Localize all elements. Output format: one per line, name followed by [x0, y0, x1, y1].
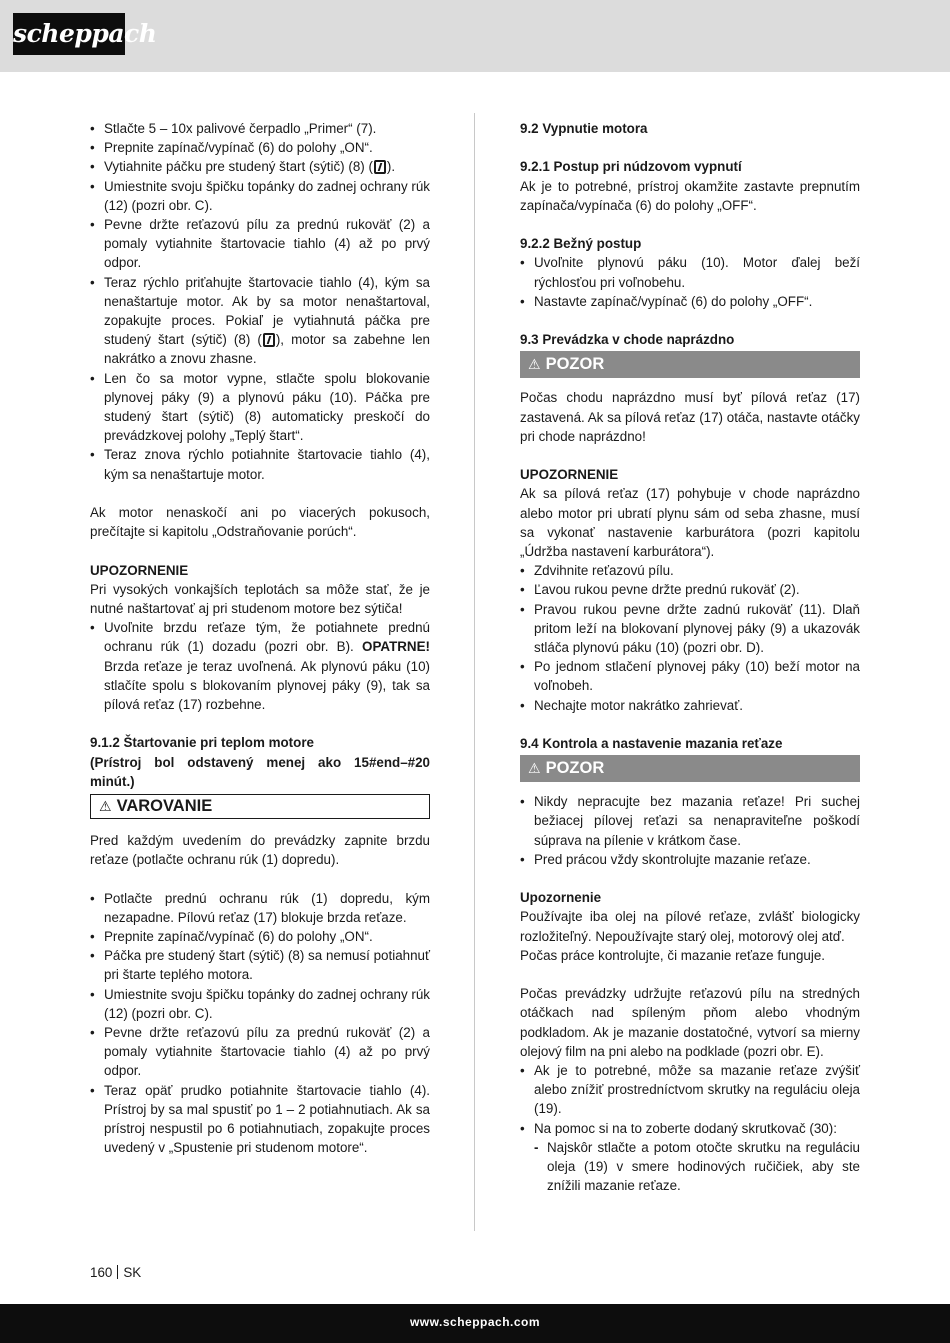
section-heading: 9.4 Kontrola a nastavenie mazania reťaze [520, 736, 783, 752]
warning-text: Pred každým uvedením do prevádzky zapnite brzdu reťaze (potlačte ochranu rúk (1) dopredu). [90, 833, 430, 868]
list-item: • Prepnite zapínač/vypínač (6) do polohy „ON“. [90, 138, 430, 157]
list-item-text: Brzda reťaze je teraz uvoľnená. Ak plynovú páku (10) stlačíte spolu s blokovaním plynovej páky (9), tak sa pílová reťaz (17) rozbehne. [104, 658, 430, 713]
list-item: • Nechajte motor nakrátko zahrievať. [520, 696, 860, 715]
header-bar [0, 0, 950, 72]
list-item-text: Teraz rýchlo priťahujte štartovacie tiahlo (4), kým sa nenaštartuje motor. Ak by sa motor nenaštartoval, zopakujte proces. Pokiaľ je vytiahnutá páčka pre studený štart (sýtič) (8) ( [104, 274, 430, 348]
warning-label: VAROVANIE [116, 797, 213, 816]
list-item-text: Vytiahnite páčku pre studený štart (sýtič) (8) ( [104, 159, 373, 175]
list-item: • Umiestnite svoju špičku topánky do zadnej ochrany rúk (12) (pozri obr. C). [90, 985, 430, 1023]
right-column [520, 119, 860, 1195]
list-item: - Najskôr stlačte a potom otočte skrutku na reguláciu oleja (19) v smere hodinových ručičiek, aby ste znížili mazanie reťaze. [520, 1138, 860, 1196]
website-link[interactable]: www.scheppach.com [409, 1315, 541, 1329]
footer-bar [0, 1304, 950, 1343]
section-heading: 9.2 Vypnutie motora [520, 121, 648, 136]
caution-text: Počas chodu naprázdno musí byť pílová reťaz (17) zastavená. Ak sa pílová reťaz (17) otáča, nastavte otáčky pri chode naprázdno! [520, 390, 860, 444]
caution-emphasis: OPATRNE! [362, 639, 430, 655]
list-item: • Ak je to potrebné, môže sa mazanie reťaze zvýšiť alebo znížiť prostredníctvom skrutky na reguláciu oleja (19). [520, 1061, 860, 1119]
list-item [90, 157, 430, 176]
list-item: • Pravou rukou pevne držte zadnú rukoväť (11). Dlaň pritom leží na blokovaní plynovej páky (9) a ukazovák stláča plynovú páku (10) (pozri obr. D). [520, 600, 860, 658]
list-item [90, 618, 430, 714]
warning-box [90, 794, 430, 819]
scheppach-logo: scheppach [13, 13, 125, 55]
section-heading: 9.2.2 Bežný postup [520, 236, 642, 252]
note-text: Používajte iba olej na pílové reťaze, zvlášť biologicky rozložiteľný. Nepoužívajte starý olej, motorový olej atď. [520, 909, 860, 944]
page-separator [117, 1265, 118, 1279]
list-item: • Uvoľnite plynovú páku (10). Motor ďalej beží rýchlosťou pri voľnobehu. [520, 253, 860, 291]
warm-start-steps [90, 889, 430, 1158]
list-item: • Nastavte zapínač/vypínač (6) do polohy „OFF“. [520, 292, 860, 311]
idle-steps [520, 561, 860, 715]
list-item-text: ), motor sa zabehne len nakrátko a znovu zhasne. [104, 332, 430, 367]
cold-start-steps [90, 119, 430, 484]
note-heading: UPOZORNENIE [90, 562, 189, 578]
note-heading: UPOZORNENIE [520, 467, 619, 483]
list-item: • Potlačte prednú ochranu rúk (1) dopredu, kým nezapadne. Pílovú reťaz (17) blokuje brzda reťaze. [90, 889, 430, 927]
list-item: • Teraz znova rýchlo potiahnite štartovacie tiahlo (4), kým sa nenaštartuje motor. [90, 445, 430, 483]
language-code: SK [123, 1265, 142, 1280]
list-item: • Prepnite zapínač/vypínač (6) do polohy „ON“. [90, 927, 430, 946]
list-item: • Nikdy nepracujte bez mazania reťaze! Pri suchej bežiacej pílovej reťazi sa nenapraviteľne poškodí súprava na pílenie v krátkom čase. [520, 792, 860, 850]
caution-bar [520, 755, 860, 782]
section-heading: 9.2.1 Postup pri núdzovom vypnutí [520, 159, 742, 175]
list-item-text: Uvoľnite brzdu reťaze tým, že potiahnete prednú ochranu rúk (1) dozadu (pozri obr. B). [104, 620, 430, 655]
list-item-text: ). [386, 159, 396, 175]
section-subheading: (Prístroj bol odstavený menej ako 15#end–#20 minút.) [90, 754, 430, 789]
list-item: • Zdvihnite reťazovú pílu. [520, 561, 860, 580]
note-text: Počas práce kontrolujte, či mazanie reťaze funguje. [520, 947, 825, 963]
section-heading: 9.3 Prevádzka v chode naprázdno [520, 332, 735, 348]
list-item: • Pevne držte reťazovú pílu za prednú rukoväť (2) a pomaly vytiahnite štartovacie tiahlo (4) až po prvý odpor. [90, 215, 430, 273]
list-item: • Pevne držte reťazovú pílu za prednú rukoväť (2) a pomaly vytiahnite štartovacie tiahlo (4) až po prvý odpor. [90, 1023, 430, 1081]
list-item: • Umiestnite svoju špičku topánky do zadnej ochrany rúk (12) (pozri obr. C). [90, 177, 430, 215]
note-text: Ak sa pílová reťaz (17) pohybuje v chode naprázdno alebo motor pri ubratí plynu sám od seba zhasne, musí sa vykonať nastavenie karburátora (pozri kapitolu „Údržba nastavení karburátora“). [520, 486, 860, 559]
choke-icon [374, 160, 386, 174]
caution-label: POZOR [545, 759, 605, 778]
list-item: • Páčka pre studený štart (sýtič) (8) sa nemusí potiahnuť pri štarte teplého motora. [90, 946, 430, 984]
list-item: • Pred prácou vždy skontrolujte mazanie reťaze. [520, 850, 860, 869]
note-heading: Upozornenie [520, 890, 602, 906]
brake-steps [90, 618, 430, 714]
warning-triangle-icon: ⚠ [528, 357, 541, 374]
list-item: • Stlačte 5 – 10x palivové čerpadlo „Primer“ (7). [90, 119, 430, 138]
note-text: Pri vysokých vonkajších teplotách sa môže stať, že je nutné naštartovať aj pri studenom motore bez sýtiča! [90, 581, 430, 617]
page-number-value: 160 [90, 1265, 113, 1280]
column-divider [474, 113, 475, 1231]
lubrication-adjust-steps [520, 1061, 860, 1195]
normal-stop-steps [520, 253, 860, 311]
caution-label: POZOR [545, 355, 605, 374]
choke-icon [263, 333, 275, 347]
list-item [90, 273, 430, 369]
caution-bar [520, 351, 860, 378]
list-item: • Ľavou rukou pevne držte prednú rukoväť (2). [520, 580, 860, 599]
start-failure-paragraph: Ak motor nenaskočí ani po viacerých pokusoch, prečítajte si kapitolu „Odstraňovanie porúch“. [90, 505, 430, 540]
section-text: Počas prevádzky udržujte reťazovú pílu na stredných otáčkach nad spíleným pňom alebo vhodným podkladom. Ak je mazanie dostatočné, vytvorí sa mierny olejový film na pni alebo na podklade (pozri obr. E). [520, 986, 860, 1059]
page-number [90, 1265, 141, 1280]
left-column [90, 119, 430, 1158]
section-heading: 9.1.2 Štartovanie pri teplom motore [90, 735, 314, 751]
warning-triangle-icon: ⚠ [528, 761, 541, 778]
list-item: • Teraz opäť prudko potiahnite štartovacie tiahlo (4). Prístroj by sa mal spustiť po 1 – 2 potiahnutiach. Ak sa prístroj nespustil po 6 potiahnutiach, zopakujte proces uvedený v „Spustenie pri studenom motore“. [90, 1081, 430, 1158]
list-item: • Po jednom stlačení plynovej páky (10) beží motor na voľnobeh. [520, 657, 860, 695]
lubrication-caution-list [520, 792, 860, 869]
list-item: • Len čo sa motor vypne, stlačte spolu blokovanie plynovej páky (9) a plynovú páku (10). Páčka pre studený štart (sýtič) (8) automaticky preskočí do prevádzkovej polohy „Teplý štart“. [90, 369, 430, 446]
warning-triangle-icon: ⚠ [99, 799, 112, 816]
section-text: Ak je to potrebné, prístroj okamžite zastavte prepnutím zapínača/vypínača (6) do polohy „OFF“. [520, 178, 860, 213]
list-item: • Na pomoc si na to zoberte dodaný skrutkovač (30): [520, 1119, 860, 1138]
